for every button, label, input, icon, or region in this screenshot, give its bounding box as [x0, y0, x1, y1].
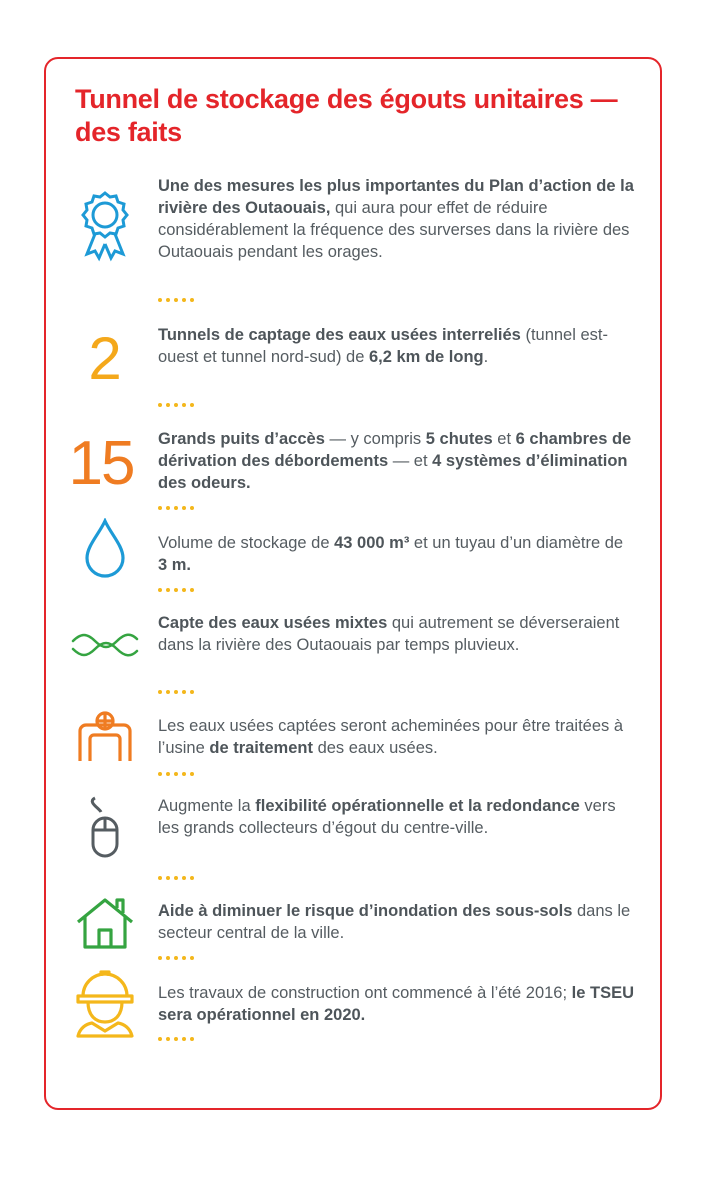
- big-number-value: 2: [88, 325, 122, 392]
- dot-divider: [158, 772, 208, 776]
- fact-text-bold: 3 m.: [158, 556, 192, 574]
- fact-text-bold: le TSEU sera opérationnel en 2020.: [158, 984, 635, 1024]
- fact-text-bold: Tunnels de captage des eaux usées interreliés: [158, 326, 521, 344]
- dot-divider: [158, 298, 208, 302]
- water-drop-icon: [70, 517, 140, 581]
- fact-text-regular: qui aura pour effet de réduire considérablement la fréquence des surverses dans la rivière des Outaouais pendant les orages.: [158, 199, 630, 261]
- fact-text-bold: 4 systèmes d’élimination des odeurs.: [158, 452, 628, 492]
- big-number: [66, 429, 136, 498]
- fact-text: [158, 612, 636, 656]
- fact-text-regular: et un tuyau d’un diamètre de: [409, 534, 624, 552]
- card-title: Tunnel de stockage des égouts unitaires — des faits: [75, 84, 618, 147]
- dot-divider: [158, 403, 208, 407]
- fact-text: [158, 428, 636, 494]
- fact-text-regular: dans le secteur central de la ville.: [158, 902, 631, 942]
- award-ribbon-icon: [70, 190, 140, 262]
- house-icon: [70, 895, 140, 951]
- fact-text-bold: 43 000 m³: [334, 534, 410, 552]
- fact-text-bold: Grands puits d’accès: [158, 430, 325, 448]
- fact-text-regular: Les eaux usées captées seront acheminées pour être traitées à l’usine: [158, 717, 624, 757]
- fact-text-bold: 6 chambres de dérivation des débordements: [158, 430, 632, 470]
- wave-icon: [70, 628, 140, 662]
- fact-text: [158, 795, 636, 839]
- dot-divider: [158, 506, 208, 510]
- fact-text-regular: vers les grands collecteurs d’égout du centre-ville.: [158, 797, 616, 837]
- fact-text-regular: Les travaux de construction ont commencé à l’été 2016;: [158, 984, 572, 1002]
- construction-worker-icon: [70, 966, 140, 1038]
- dot-divider: [158, 588, 208, 592]
- big-number-value: 15: [68, 429, 134, 498]
- fact-text: [158, 532, 636, 576]
- mouse-icon: [70, 793, 140, 861]
- fact-text-bold: 6,2 km de long: [368, 348, 484, 366]
- fact-text-regular: Augmente la: [158, 797, 256, 815]
- pipe-valve-icon: [70, 708, 140, 764]
- dot-divider: [158, 1037, 208, 1041]
- dot-divider: [158, 956, 208, 960]
- fact-text-regular: et: [492, 430, 516, 448]
- fact-text-regular: des eaux usées.: [312, 739, 438, 757]
- fact-text-bold: flexibilité opérationnelle et la redondance: [255, 797, 580, 815]
- fact-text-regular: (tunnel est-ouest et tunnel nord-sud) de: [158, 326, 608, 366]
- fact-text-bold: Capte des eaux usées mixtes: [158, 614, 388, 632]
- fact-text-bold: de traitement: [209, 739, 313, 757]
- fact-text: [158, 715, 636, 759]
- dot-divider: [158, 876, 208, 880]
- fact-text-regular: — et: [388, 452, 433, 470]
- fact-text: [158, 324, 636, 368]
- fact-text-bold: Une des mesures les plus importantes du Plan d’action de la rivière des Outaouais,: [158, 177, 634, 217]
- fact-text-regular: — y compris: [324, 430, 426, 448]
- fact-text: [158, 900, 636, 944]
- fact-text: [158, 175, 636, 263]
- big-number: [70, 325, 140, 392]
- fact-text-regular: .: [483, 348, 489, 366]
- fact-text-regular: qui autrement se déverseraient dans la rivière des Outaouais par temps pluvieux.: [158, 614, 620, 654]
- fact-text-bold: Aide à diminuer le risque d’inondation des sous-sols: [158, 902, 573, 920]
- fact-text-regular: Volume de stockage de: [158, 534, 335, 552]
- dot-divider: [158, 690, 208, 694]
- fact-text: [158, 982, 636, 1026]
- fact-text-bold: 5 chutes: [425, 430, 493, 448]
